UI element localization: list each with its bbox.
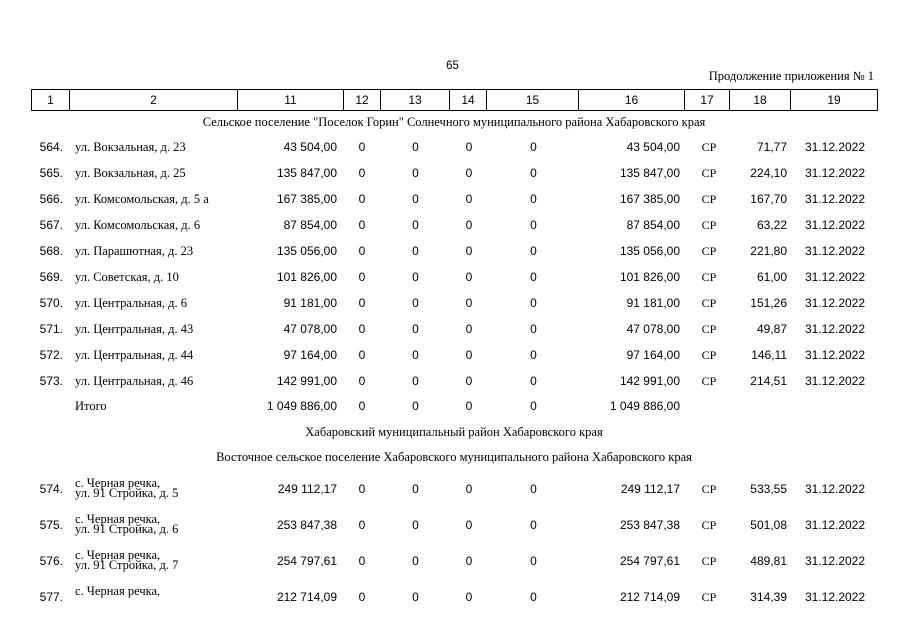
cell-c14: 0 (465, 590, 473, 604)
cell-c16: 101 826,00 (619, 270, 680, 284)
cell-c19: 31.12.2022 (804, 296, 866, 310)
table-row (31, 512, 877, 538)
cell-c17: СР (701, 554, 717, 568)
cell-c15: 0 (530, 518, 537, 532)
cell-c17: СР (701, 140, 717, 154)
cell-c15: 0 (530, 374, 537, 388)
address-line-1: с. Черная речка, (75, 512, 161, 526)
row-number: 567. (39, 218, 63, 232)
address (75, 514, 178, 534)
cell-c15: 0 (530, 270, 537, 284)
address: ул. Вокзальная, д. 23 (75, 140, 186, 154)
cell-c18: 314,39 (750, 590, 787, 604)
cell-c19: 31.12.2022 (804, 348, 866, 362)
table-row (31, 264, 877, 290)
header-cell: 1 (32, 90, 70, 111)
cell-c11: 212 714,09 (276, 590, 337, 604)
cell-c13: 0 (412, 554, 419, 568)
cell-c12: 0 (358, 554, 366, 568)
cell-c16: 97 164,00 (626, 348, 680, 362)
cell-c11: 91 181,00 (283, 296, 337, 310)
cell-c18: 501,08 (750, 518, 787, 532)
cell-c11: 43 504,00 (283, 140, 337, 154)
table-row (31, 548, 877, 574)
cell-c14: 0 (465, 218, 473, 232)
cell-c17: СР (701, 518, 717, 532)
cell-c12: 0 (358, 374, 366, 388)
row-number: 577. (39, 590, 63, 604)
cell-c15: 0 (530, 218, 537, 232)
cell-c11: 135 847,00 (276, 166, 337, 180)
cell-c19: 31.12.2022 (804, 590, 866, 604)
row-number: 566. (39, 192, 63, 206)
header-cell: 2 (70, 90, 238, 111)
cell-c14: 0 (465, 192, 473, 206)
address: ул. Комсомольская, д. 6 (75, 218, 201, 232)
cell-c12: 0 (358, 270, 366, 284)
section-title: Восточное сельское поселение Хабаровского муниципального района Хабаровского края (216, 450, 692, 464)
cell-c18: 71,77 (756, 140, 787, 154)
table-row (31, 584, 877, 610)
section-title: Хабаровский муниципальный район Хабаровского края (305, 425, 603, 439)
cell-c13: 0 (412, 322, 419, 336)
cell-c16: 254 797,61 (619, 554, 680, 568)
cell-c14: 0 (465, 518, 473, 532)
address (75, 586, 160, 596)
cell-c19: 31.12.2022 (804, 322, 866, 336)
cell-c14: 0 (465, 374, 473, 388)
total-row (31, 393, 877, 419)
cell-c15: 0 (530, 482, 537, 496)
cell-c11: 253 847,38 (276, 518, 337, 532)
cell-c19: 31.12.2022 (804, 374, 866, 388)
cell-c11: 87 854,00 (283, 218, 337, 232)
cell-c18: 214,51 (750, 374, 787, 388)
cell-c16: 142 991,00 (619, 374, 680, 388)
cell-c11: 254 797,61 (276, 554, 337, 568)
header-cell: 15 (487, 90, 579, 111)
cell-c13: 0 (412, 348, 419, 362)
table-row (31, 290, 877, 316)
header-cell: 14 (450, 90, 487, 111)
row-number: 573. (39, 374, 63, 388)
row-number: 570. (39, 296, 63, 310)
cell-c14: 0 (465, 348, 473, 362)
header-cell: 17 (685, 90, 730, 111)
cell-c18: 167,70 (750, 192, 787, 206)
cell-c13: 0 (412, 166, 419, 180)
header-cell: 12 (344, 90, 381, 111)
address-line-2: ул. 91 Стройка, д. 6 (75, 522, 179, 536)
address: ул. Парашютная, д. 23 (75, 244, 194, 258)
address (75, 478, 178, 498)
cell-c11: 135 056,00 (276, 244, 337, 258)
address: ул. Комсомольская, д. 5 а (75, 192, 209, 206)
table-row (31, 238, 877, 264)
page-number: 65 (446, 60, 459, 72)
table-row (31, 316, 877, 342)
cell-c18: 224,10 (750, 166, 787, 180)
cell-c12: 0 (358, 348, 366, 362)
cell-c11: 47 078,00 (283, 322, 337, 336)
cell-c15: 0 (530, 166, 537, 180)
cell-c13: 0 (412, 296, 419, 310)
cell-c12: 0 (358, 218, 366, 232)
cell-c12: 0 (358, 296, 366, 310)
cell-c17: СР (701, 244, 717, 258)
header-cell: 19 (791, 90, 878, 111)
cell-c17: СР (701, 218, 717, 232)
table-row (31, 212, 877, 238)
cell-c14: 0 (465, 140, 473, 154)
cell-c17: СР (701, 166, 717, 180)
total-c14: 0 (465, 399, 473, 413)
cell-c18: 63,22 (756, 218, 787, 232)
cell-c13: 0 (412, 374, 419, 388)
cell-c17: СР (701, 322, 717, 336)
cell-c17: СР (701, 192, 717, 206)
total-c15: 0 (530, 399, 537, 413)
cell-c11: 142 991,00 (276, 374, 337, 388)
row-number: 571. (39, 322, 63, 336)
table-row (31, 134, 877, 160)
cell-c17: СР (701, 270, 717, 284)
cell-c16: 87 854,00 (626, 218, 680, 232)
cell-c12: 0 (358, 518, 366, 532)
total-c12: 0 (358, 399, 366, 413)
row-number: 569. (39, 270, 63, 284)
cell-c12: 0 (358, 140, 366, 154)
cell-c14: 0 (465, 554, 473, 568)
cell-c17: СР (701, 296, 717, 310)
address-line-2: ул. 91 Стройка, д. 7 (75, 558, 179, 572)
cell-c15: 0 (530, 296, 537, 310)
cell-c15: 0 (530, 322, 537, 336)
cell-c16: 135 056,00 (619, 244, 680, 258)
cell-c11: 249 112,17 (277, 482, 337, 496)
cell-c17: СР (701, 374, 717, 388)
cell-c15: 0 (530, 554, 537, 568)
cell-c11: 167 385,00 (276, 192, 337, 206)
cell-c19: 31.12.2022 (804, 270, 866, 284)
address-line-2: ул. 91 Стройка, д. 5 (75, 486, 179, 500)
cell-c18: 489,81 (750, 554, 787, 568)
cell-c14: 0 (465, 482, 473, 496)
address: ул. Центральная, д. 43 (75, 322, 194, 336)
cell-c19: 31.12.2022 (804, 166, 866, 180)
cell-c15: 0 (530, 244, 537, 258)
address-line-1: с. Черная речка, (75, 476, 161, 490)
cell-c16: 167 385,00 (619, 192, 680, 206)
cell-c19: 31.12.2022 (804, 140, 866, 154)
total-label: Итого (75, 399, 107, 413)
cell-c16: 253 847,38 (619, 518, 680, 532)
cell-c13: 0 (412, 518, 419, 532)
header-cell: 16 (579, 90, 685, 111)
cell-c16: 249 112,17 (620, 482, 680, 496)
cell-c11: 101 826,00 (276, 270, 337, 284)
cell-c18: 49,87 (756, 322, 787, 336)
total-c16: 1 049 886,00 (609, 399, 680, 413)
cell-c13: 0 (412, 244, 419, 258)
cell-c11: 97 164,00 (283, 348, 337, 362)
cell-c17: СР (701, 590, 717, 604)
cell-c13: 0 (412, 270, 419, 284)
cell-c15: 0 (530, 590, 537, 604)
header-row (32, 90, 878, 111)
cell-c13: 0 (412, 218, 419, 232)
cell-c12: 0 (358, 192, 366, 206)
cell-c19: 31.12.2022 (804, 482, 866, 496)
cell-c12: 0 (358, 166, 366, 180)
continuation-note: Продолжение приложения № 1 (708, 69, 874, 83)
cell-c12: 0 (358, 244, 366, 258)
table-row (31, 342, 877, 368)
cell-c17: СР (701, 348, 717, 362)
cell-c18: 221,80 (750, 244, 787, 258)
address-line-1: с. Черная речка, (75, 548, 161, 562)
address: ул. Советская, д. 10 (75, 270, 179, 284)
cell-c18: 533,55 (750, 482, 787, 496)
row-number: 568. (39, 244, 63, 258)
row-number: 576. (39, 554, 63, 568)
total-c13: 0 (412, 399, 419, 413)
address: ул. Вокзальная, д. 25 (75, 166, 186, 180)
cell-c16: 135 847,00 (619, 166, 680, 180)
cell-c15: 0 (530, 192, 537, 206)
cell-c14: 0 (465, 296, 473, 310)
cell-c12: 0 (358, 590, 366, 604)
cell-c14: 0 (465, 270, 473, 284)
cell-c12: 0 (358, 322, 366, 336)
cell-c17: СР (701, 482, 717, 496)
total-c11: 1 049 886,00 (266, 399, 337, 413)
header-cell: 13 (381, 90, 450, 111)
row-number: 574. (39, 482, 63, 496)
column-header-table (31, 89, 878, 111)
cell-c13: 0 (412, 590, 419, 604)
cell-c16: 47 078,00 (626, 322, 680, 336)
cell-c16: 212 714,09 (619, 590, 680, 604)
cell-c18: 146,11 (751, 348, 787, 362)
cell-c16: 43 504,00 (626, 140, 680, 154)
table-row (31, 186, 877, 212)
cell-c13: 0 (412, 192, 419, 206)
section-title: Сельское поселение "Поселок Горин" Солнечного муниципального района Хабаровского края (202, 115, 706, 129)
cell-c15: 0 (530, 140, 537, 154)
cell-c19: 31.12.2022 (804, 192, 866, 206)
table-row (31, 160, 877, 186)
address-line-1: с. Черная речка, (75, 584, 161, 598)
row-number: 572. (39, 348, 63, 362)
cell-c12: 0 (358, 482, 366, 496)
table-row (31, 476, 877, 502)
cell-c14: 0 (465, 322, 473, 336)
cell-c13: 0 (412, 140, 419, 154)
cell-c14: 0 (465, 244, 473, 258)
row-number: 565. (39, 166, 63, 180)
cell-c18: 61,00 (756, 270, 787, 284)
address: ул. Центральная, д. 44 (75, 348, 194, 362)
address: ул. Центральная, д. 46 (75, 374, 194, 388)
cell-c19: 31.12.2022 (804, 218, 866, 232)
cell-c14: 0 (465, 166, 473, 180)
table-row (31, 368, 877, 394)
header-cell: 11 (238, 90, 344, 111)
cell-c15: 0 (530, 348, 537, 362)
cell-c16: 91 181,00 (626, 296, 680, 310)
cell-c19: 31.12.2022 (804, 518, 866, 532)
row-number: 564. (39, 140, 63, 154)
cell-c19: 31.12.2022 (804, 244, 866, 258)
cell-c13: 0 (412, 482, 419, 496)
cell-c18: 151,26 (750, 296, 787, 310)
row-number: 575. (39, 518, 63, 532)
address: ул. Центральная, д. 6 (75, 296, 188, 310)
cell-c19: 31.12.2022 (804, 554, 866, 568)
header-cell: 18 (730, 90, 791, 111)
address (75, 550, 178, 570)
